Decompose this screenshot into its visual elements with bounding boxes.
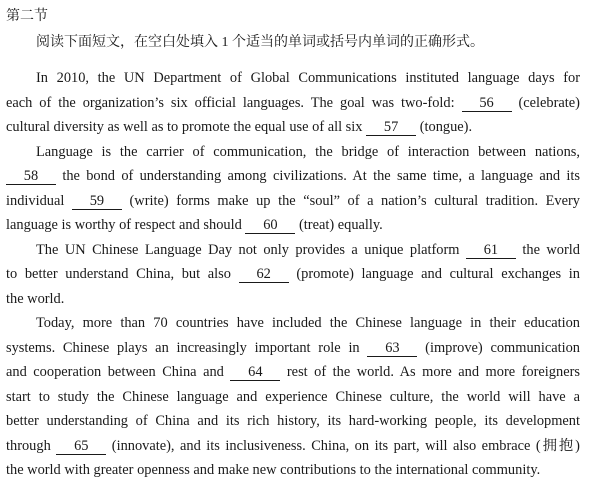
passage-line: [6, 66, 580, 91]
passage-line: [6, 458, 580, 483]
passage-text: Today, more than 70 countries have included the Chinese language in their education: [36, 315, 580, 331]
passage-line: [6, 213, 580, 238]
passage-text: individual: [6, 192, 65, 209]
passage-text: through: [6, 437, 51, 454]
passage-text: In 2010, the UN Department of Global Communications instituted language days for: [36, 70, 580, 86]
passage-line: [6, 189, 580, 214]
passage-text: cultural diversity as well as to promote the equal use of all six: [6, 119, 363, 135]
passage-line: [6, 360, 580, 385]
passage-text: the world with greater openness and make new contributions to the international community.: [6, 462, 541, 478]
passage-text: the bond of understanding among civilizations. At the same time, a language and its: [62, 168, 581, 184]
passage-text: Language is the carrier of communication, the bridge of interaction between nations,: [36, 143, 580, 160]
blank-65[interactable]: 65: [56, 438, 106, 455]
passage-line: [6, 262, 580, 287]
passage-line: [6, 434, 580, 459]
passage-text: (tongue).: [419, 119, 473, 135]
passage-text: (innovate), and its inclusiveness. China, on its part, will also embrace (拥抱): [111, 437, 580, 454]
blank-64[interactable]: 64: [230, 364, 280, 381]
blank-61[interactable]: 61: [466, 242, 516, 259]
passage: [6, 66, 580, 483]
passage-text: and cooperation between China and: [6, 364, 224, 380]
passage-line: [6, 311, 580, 336]
passage-text: (improve) communication: [425, 339, 580, 356]
passage-text: (celebrate): [518, 94, 580, 111]
passage-text: (promote) language and cultural exchanges in: [296, 266, 580, 282]
blank-56[interactable]: 56: [462, 95, 512, 112]
passage-line: [6, 287, 580, 312]
blank-63[interactable]: 63: [367, 340, 417, 357]
section-title: 第二节: [6, 9, 48, 24]
passage-text: start to study the Chinese language and experience Chinese culture, the world will have a: [6, 388, 580, 405]
blank-58[interactable]: 58: [6, 168, 56, 185]
passage-line: [6, 336, 580, 361]
passage-line: [6, 115, 580, 140]
instruction-text: 阅读下面短文，在空白处填入 1 个适当的单词或括号内单词的正确形式。: [36, 35, 484, 50]
blank-60[interactable]: 60: [245, 217, 295, 234]
passage-text: the world.: [6, 290, 65, 307]
passage-text: The UN Chinese Language Day not only provides a unique platform: [36, 241, 460, 258]
passage-text: language is worthy of respect and should: [6, 217, 242, 233]
passage-text: (treat) equally.: [299, 217, 383, 233]
passage-text: rest of the world. As more and more foreigners: [286, 364, 580, 380]
blank-62[interactable]: 62: [239, 266, 289, 283]
passage-line: [6, 385, 580, 410]
passage-text: (write) forms make up the “soul” of a nation’s cultural tradition. Every: [129, 192, 580, 209]
passage-text: each of the organization’s six official languages. The goal was two-fold:: [6, 94, 455, 111]
passage-text: the world: [522, 241, 580, 258]
passage-line: [6, 91, 580, 116]
passage-text: systems. Chinese plays an increasingly important role in: [6, 339, 360, 356]
passage-line: [6, 409, 580, 434]
blank-57[interactable]: 57: [366, 119, 416, 136]
passage-line: [6, 140, 580, 165]
passage-line: [6, 164, 580, 189]
blank-59[interactable]: 59: [72, 193, 122, 210]
passage-text: better understanding of China and its rich history, its hard-working people, its development: [6, 413, 580, 429]
passage-text: to better understand China, but also: [6, 266, 231, 282]
passage-line: [6, 238, 580, 263]
